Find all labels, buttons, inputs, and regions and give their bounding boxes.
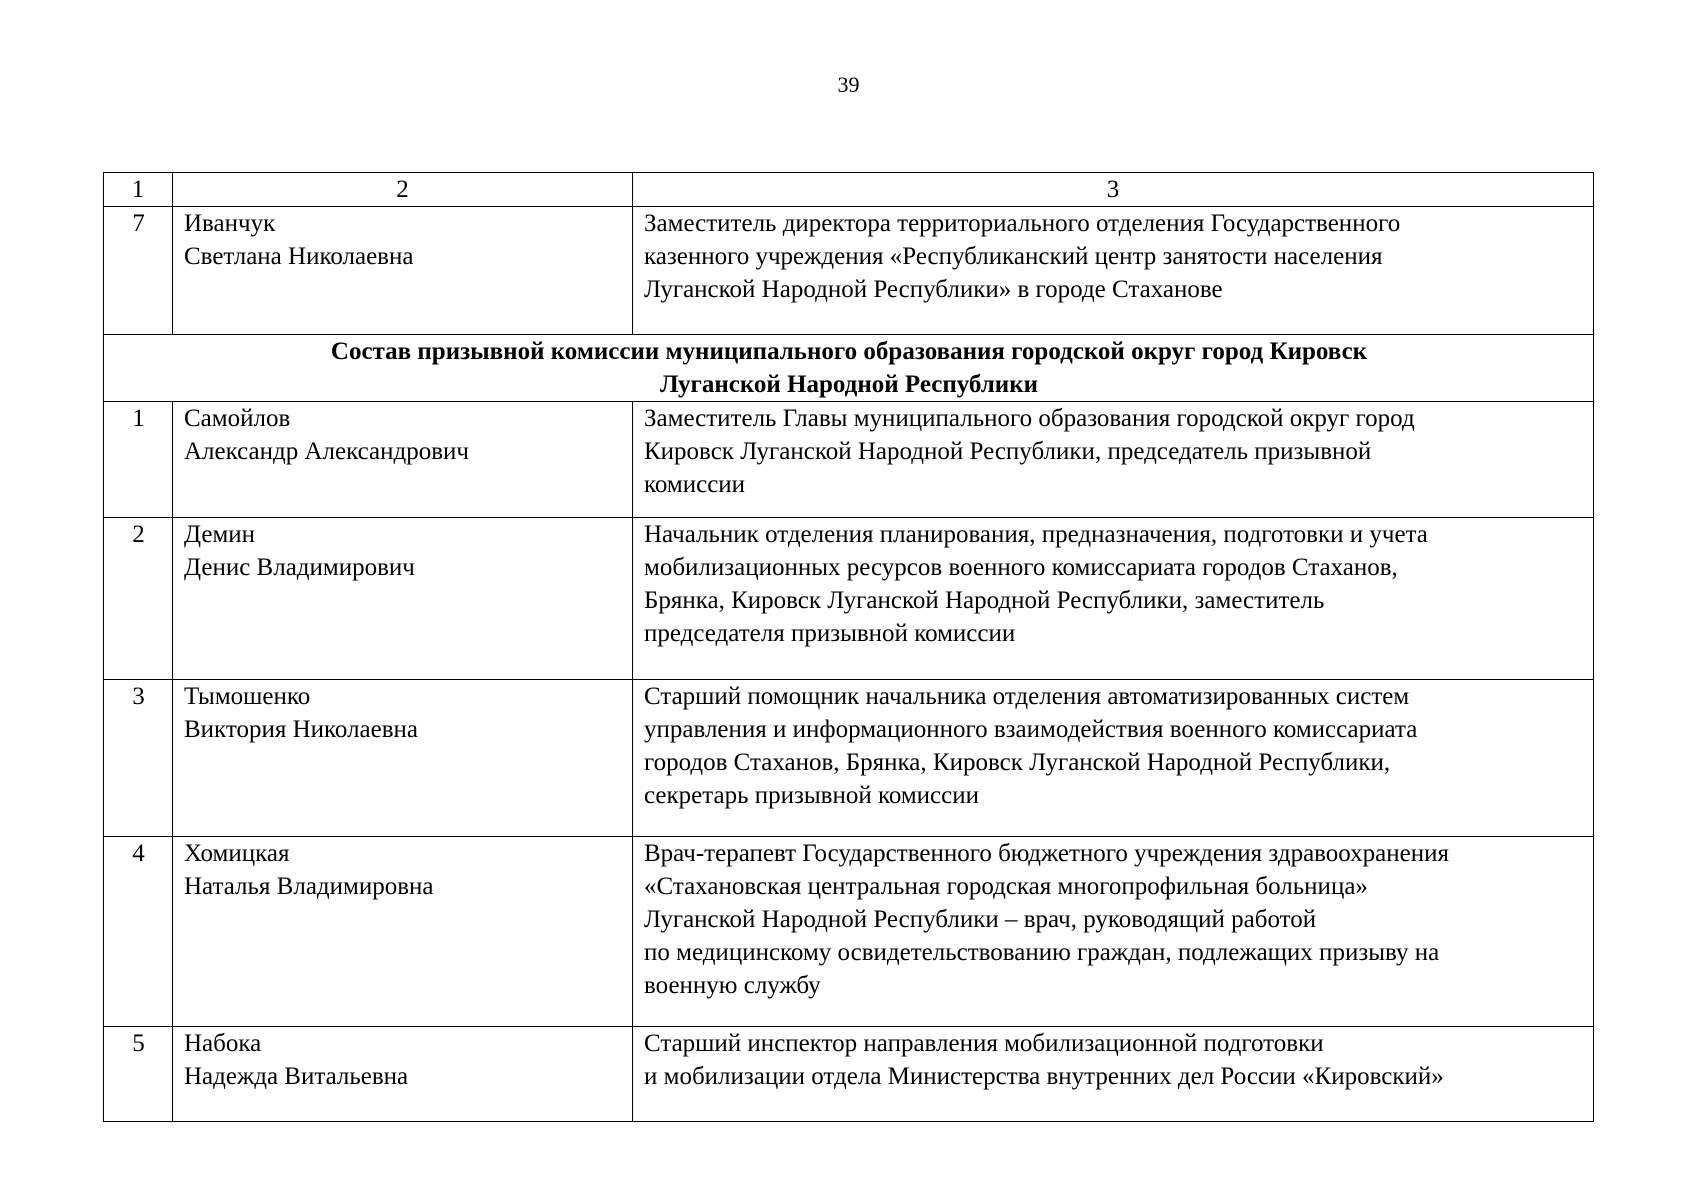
position-line: мобилизационных ресурсов военного комиссариата городов Стаханов, [644,554,1398,581]
member-name [173,518,633,680]
row-number: 2 [104,518,173,680]
member-surname: Набока [184,1030,262,1057]
member-position [633,680,1594,837]
member-surname: Самойлов [184,405,291,432]
row-number: 4 [104,837,173,1027]
position-line: председателя призывной комиссии [644,620,1016,647]
table-row [104,680,1594,837]
table-row [104,1027,1594,1122]
position-line: Начальник отделения планирования, предназначения, подготовки и учета [644,521,1428,548]
member-name [173,1027,633,1122]
table-row [104,402,1594,518]
position-line: Брянка, Кировск Луганской Народной Республики, заместитель [644,587,1325,614]
member-position [633,837,1594,1027]
position-line: Старший помощник начальника отделения автоматизированных систем [644,683,1410,710]
member-name [173,680,633,837]
header-cell-name: 2 [173,173,633,207]
member-given-names: Виктория Николаевна [184,716,419,743]
position-line: Врач-терапевт Государственного бюджетного учреждения здравоохранения [644,840,1450,867]
position-line: комиссии [644,471,746,498]
position-line: управления и информационного взаимодействия военного комиссариата [644,716,1418,743]
member-position [633,207,1594,335]
position-line: городов Стаханов, Брянка, Кировск Луганской Народной Республики, [644,749,1391,776]
member-surname: Демин [184,521,256,548]
table-row [104,837,1594,1027]
member-given-names: Надежда Витальевна [184,1063,409,1090]
position-line: «Стахановская центральная городская многопрофильная больница» [644,873,1368,900]
position-line: военную службу [644,972,821,999]
position-line: Кировск Луганской Народной Республики, председатель призывной [644,438,1372,465]
member-surname: Иванчук [184,210,276,237]
row-number: 7 [104,207,173,335]
member-given-names: Наталья Владимировна [184,873,434,900]
member-name [173,402,633,518]
member-position [633,402,1594,518]
member-name [173,207,633,335]
position-line: Заместитель Главы муниципального образования городской округ город [644,405,1415,432]
member-given-names: Светлана Николаевна [184,243,414,270]
position-line: Луганской Народной Республики» в городе Стаханове [644,276,1223,303]
row-number: 3 [104,680,173,837]
position-line: казенного учреждения «Республиканский центр занятости населения [644,243,1383,270]
member-name [173,837,633,1027]
member-given-names: Денис Владимирович [184,554,415,581]
table-row [104,207,1594,335]
section-title-line: Луганской Народной Республики [659,371,1039,398]
header-cell-position: 3 [633,173,1594,207]
section-title [104,335,1594,402]
section-title-line: Состав призывной комиссии муниципального образования городской округ город Кировск [330,338,1368,365]
page-number: 39 [837,72,860,97]
position-line: секретарь призывной комиссии [644,782,980,809]
position-line: и мобилизации отдела Министерства внутренних дел России «Кировский» [644,1063,1444,1090]
table-header-row [104,173,1594,207]
position-line: Заместитель директора территориального отделения Государственного [644,210,1401,237]
row-number: 5 [104,1027,173,1122]
member-position [633,1027,1594,1122]
position-line: по медицинскому освидетельствованию граждан, подлежащих призыву на [644,939,1440,966]
section-title-row [104,335,1594,402]
header-cell-number: 1 [104,173,173,207]
row-number: 1 [104,402,173,518]
table-row [104,518,1594,680]
position-line: Луганской Народной Республики – врач, руководящий работой [644,906,1317,933]
commission-table [103,172,1594,1122]
position-line: Старший инспектор направления мобилизационной подготовки [644,1030,1324,1057]
member-position [633,518,1594,680]
member-given-names: Александр Александрович [184,438,469,465]
member-surname: Тымошенко [184,683,311,710]
member-surname: Хомицкая [184,840,290,867]
